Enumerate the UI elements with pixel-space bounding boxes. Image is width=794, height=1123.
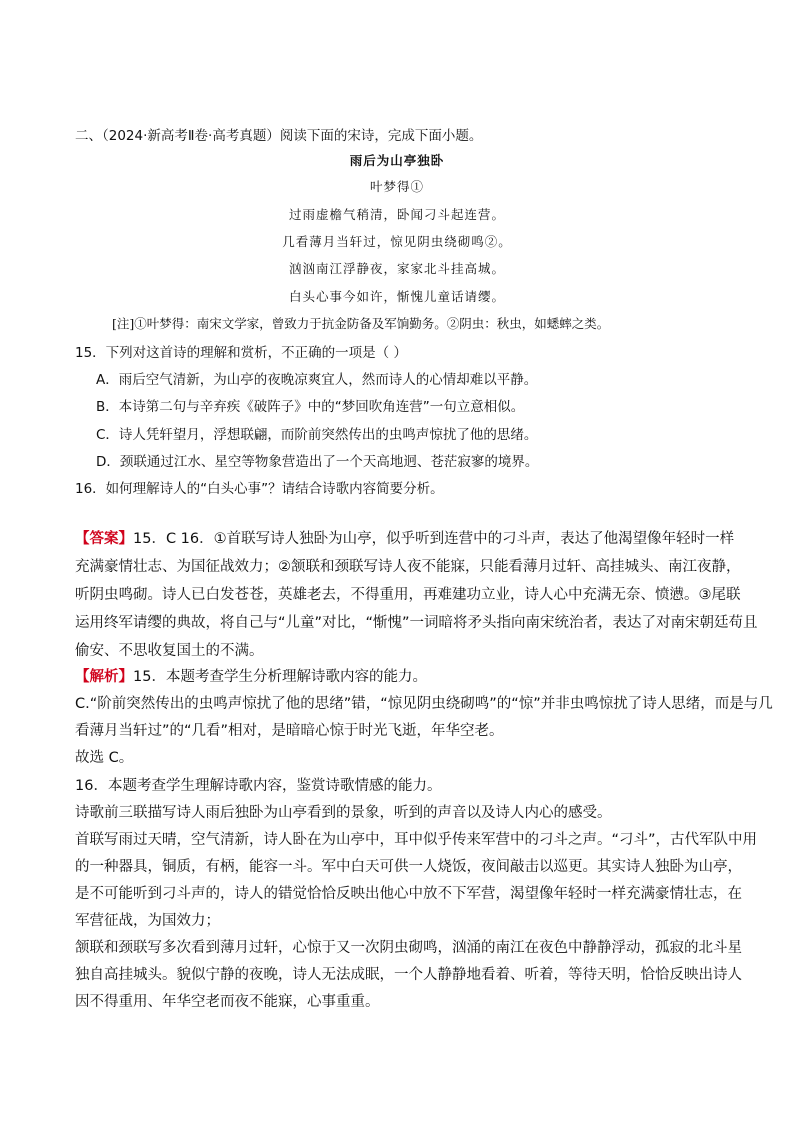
analysis-line-3: 看薄月当轩过”的“几看”相对，是暗暗心惊于时光飞逝，年华空老。 <box>75 723 504 739</box>
analysis-line-5: 16．本题考查学生理解诗歌内容，鉴赏诗歌情感的能力。 <box>75 778 442 794</box>
poem-line-1: 过雨虚檐气稍清，卧闻刁斗起连营。 <box>288 207 505 222</box>
poem-line-2: 几看薄月当轩过，惊见阴虫绕砌鸣②。 <box>282 234 512 249</box>
q15-option-b: B．本诗第二句与辛弃疾《破阵子》中的“梦回吹角连营”一句立意相似。 <box>96 399 525 415</box>
q15-option-c: C．诗人凭轩望月，浮想联翩，而阶前突然传出的虫鸣声惊扰了他的思绪。 <box>96 427 538 443</box>
analysis-line-4: 故选 C。 <box>75 750 134 766</box>
answer-line-4: 运用终军请缨的典故，将自己与“儿童”对比，“惭愧”一词暗将矛头指向南宋统治者，表达了对南宋朝廷苟且 <box>75 615 758 631</box>
analysis-line-7: 首联写雨过天晴，空气清新，诗人卧在为山亭中，耳中似乎传来军营中的刁斗之声。“刁斗”，古代军队中用 <box>75 832 758 848</box>
q15-option-a: A．雨后空气清新，为山亭的夜晚凉爽宜人，然而诗人的心情却难以平静。 <box>96 372 538 388</box>
poem-line-4: 白头心事今如许，惭愧儿童话请缨。 <box>288 289 505 304</box>
analysis-label: 【解析】 <box>75 669 133 685</box>
analysis-line-1: 【解析】15．本题考查学生分析理解诗歌内容的能力。 <box>75 669 427 685</box>
question-header: 二、（2024·新高考Ⅱ卷·高考真题）阅读下面的宋诗，完成下面小题。 <box>75 128 483 144</box>
poem-line-3: 汹汹南江浮静夜，家家北斗挂高城。 <box>288 261 505 276</box>
q15-option-d: D．颈联通过江水、星空等物象营造出了一个天高地迥、苍茫寂寥的境界。 <box>96 454 539 470</box>
analysis-line-9: 是不可能听到刁斗声的，诗人的错觉恰恰反映出他心中放不下军营，渴望像年轻时一样充满豪情壮志，在 <box>75 886 742 902</box>
poem-note: [注]①叶梦得：南宋文学家，曾致力于抗金防备及军饷勤务。②阴虫：秋虫，如蟋蟀之类。 <box>112 316 610 331</box>
poem-author: 叶梦得① <box>369 179 424 194</box>
analysis-line-6: 诗歌前三联描写诗人雨后独卧为山亭看到的景象，听到的声音以及诗人内心的感受。 <box>75 805 612 821</box>
analysis-line-10: 军营征战，为国效力； <box>75 913 220 929</box>
analysis-line-11: 颔联和颈联写多次看到薄月过轩，心惊于又一次阴虫砌鸣，汹涌的南江在夜色中静静浮动，孤寂的北斗星 <box>75 940 742 956</box>
poem-title: 雨后为山亭独卧 <box>349 153 445 168</box>
analysis-line-8: 的一种器具，铜质，有柄，能容一斗。军中白天可供一人烧饭，夜间敲击以巡更。其实诗人独卧为山亭， <box>75 859 742 875</box>
analysis-line-12: 独自高挂城头。貌似宁静的夜晚，诗人无法成眠，一个人静静地看着、听着，等待天明，恰恰反映出诗人 <box>75 967 742 983</box>
q16-stem: 16．如何理解诗人的“白头心事”？请结合诗歌内容简要分析。 <box>75 481 444 497</box>
answer-line-1: 【答案】15．C 16．①首联写诗人独卧为山亭，似乎听到连营中的刁斗声，表达了他渴望像年轻时一样 <box>75 531 735 547</box>
answer-label: 【答案】 <box>75 531 133 547</box>
q15-stem: 15．下列对这首诗的理解和赏析，不正确的一项是（ ） <box>75 345 407 361</box>
analysis-line-2: C.“阶前突然传出的虫鸣声惊扰了他的思绪”错，“惊见阴虫绕砌鸣”的“惊”并非虫鸣惊扰了诗人思绪，而是与几 <box>75 696 773 712</box>
answer-line-5: 偷安、不思收复国土的不满。 <box>75 643 264 659</box>
answer-line-2: 充满豪情壮志、为国征战效力；②颔联和颈联写诗人夜不能寐，只能看薄月过轩、高挂城头、南江夜静， <box>75 559 741 575</box>
analysis-line-13: 因不得重用、年华空老而夜不能寐，心事重重。 <box>75 994 380 1010</box>
answer-line-3: 听阴虫鸣砌。诗人已白发苍苍，英雄老去，不得重用，再难建功立业，诗人心中充满无奈、愤懑。③尾联 <box>75 587 741 603</box>
